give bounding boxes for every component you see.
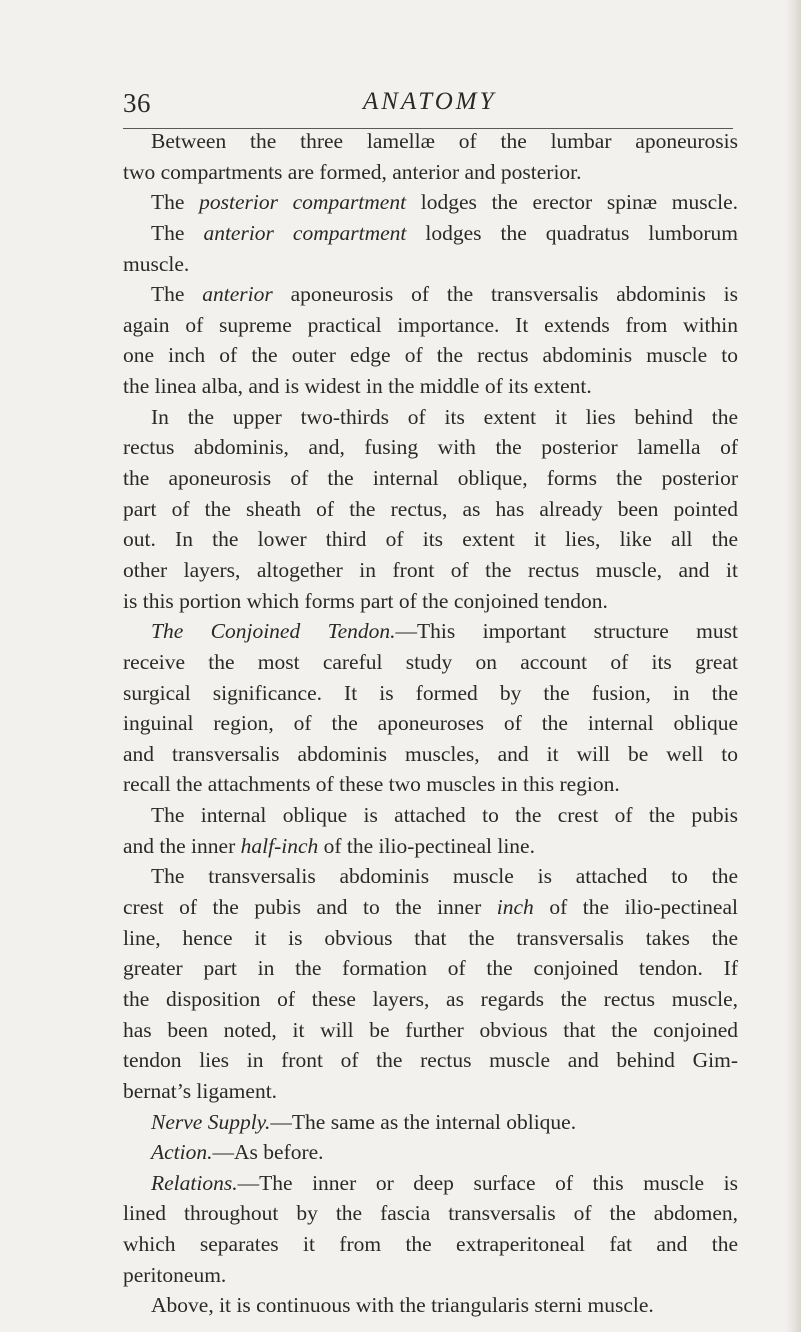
page-edge-shadow	[785, 0, 801, 1332]
text-line: which separates it from the extraperitoneal fat and the	[123, 1232, 738, 1257]
text-run: The	[151, 220, 204, 245]
text-line: part of the sheath of the rectus, as has already been pointed	[123, 496, 738, 521]
text-run: of the ilio-pectineal line.	[318, 833, 535, 858]
text-line	[123, 279, 738, 310]
italic-run: Action.	[151, 1140, 213, 1165]
text-run: —The same as the internal oblique.	[270, 1109, 577, 1134]
page-header	[123, 88, 733, 128]
italic-run: The Conjoined Tendon.	[151, 619, 396, 644]
page-number: 36	[123, 88, 151, 118]
italic-run: posterior compartment	[199, 190, 407, 215]
text-line: The internal oblique is attached to the crest of the pubis	[151, 803, 738, 828]
running-head: ANATOMY	[363, 88, 497, 115]
text-line: has been noted, it will be further obvious that the conjoined	[123, 1017, 738, 1042]
text-line: receive the most careful study on account of its great	[123, 649, 738, 674]
text-line: and transversalis abdominis muscles, and it will be well to	[123, 741, 738, 766]
text-line: line, hence it is obvious that the transversalis takes the	[123, 925, 738, 950]
text-line: inguinal region, of the aponeuroses of the internal oblique	[123, 711, 738, 736]
text-run: lodges the erector spinæ muscle.	[406, 190, 739, 215]
text-line	[123, 892, 738, 923]
italic-run: half-inch	[240, 833, 319, 858]
text-line: other layers, altogether in front of the rectus muscle, and it	[123, 557, 738, 582]
text-line: one inch of the outer edge of the rectus abdominis muscle to	[123, 343, 738, 368]
text-line: Above, it is continuous with the triangularis sterni muscle.	[151, 1293, 654, 1318]
text-line: peritoneum.	[123, 1262, 227, 1287]
text-line: Between the three lamellæ of the lumbar aponeurosis	[151, 129, 738, 153]
text-line: the linea alba, and is widest in the middle of its extent.	[123, 374, 592, 399]
text-line: recall the attachments of these two muscles in this region.	[123, 772, 620, 797]
text-run: The	[151, 190, 200, 215]
text-line: tendon lies in front of the rectus muscle and behind Gim-	[123, 1048, 738, 1073]
text-run: —As before.	[212, 1140, 324, 1165]
text-line	[123, 1168, 738, 1199]
text-line: bernat’s ligament.	[123, 1078, 278, 1103]
text-line: The transversalis abdominis muscle is attached to the	[151, 864, 738, 889]
text-run: —The inner or deep surface of this muscle is	[237, 1170, 738, 1195]
text-run: lodges the quadratus lumborum	[406, 220, 738, 245]
italic-run: Relations.	[151, 1170, 238, 1195]
text-line: again of supreme practical importance. It extends from within	[123, 312, 738, 337]
text-line	[123, 831, 738, 862]
text-line	[123, 187, 738, 218]
text-run: aponeurosis of the transversalis abdominis is	[272, 282, 738, 307]
italic-run: anterior	[202, 282, 273, 307]
text-line: out. In the lower third of its extent it lies, like all the	[123, 527, 738, 552]
text-line: rectus abdominis, and, fusing with the posterior lamella of	[123, 435, 738, 460]
text-line	[123, 616, 738, 647]
text-run: of the ilio-pectineal	[533, 895, 738, 920]
text-run: —This important structure must	[395, 619, 738, 644]
text-run: and the inner	[123, 833, 241, 858]
text-line: In the upper two-thirds of its extent it lies behind the	[151, 404, 738, 429]
italic-run: anterior compartment	[203, 220, 407, 245]
italic-run: inch	[496, 895, 534, 920]
text-line: surgical significance. It is formed by the fusion, in the	[123, 680, 738, 705]
text-line: the disposition of these layers, as regards the rectus muscle,	[123, 986, 738, 1011]
italic-run: Nerve Supply.	[151, 1109, 271, 1134]
text-line	[123, 1137, 738, 1168]
text-line: lined throughout by the fascia transversalis of the abdomen,	[123, 1201, 738, 1226]
text-line	[123, 1107, 738, 1138]
text-run: The	[151, 282, 203, 307]
text-run: crest of the pubis and to the inner	[123, 895, 497, 920]
text-line: greater part in the formation of the conjoined tendon. If	[123, 956, 738, 981]
text-line: two compartments are formed, anterior and posterior.	[123, 159, 582, 184]
body-text	[123, 126, 738, 1321]
text-line: muscle.	[123, 251, 190, 276]
text-line	[123, 218, 738, 249]
text-line: is this portion which forms part of the conjoined tendon.	[123, 588, 608, 613]
text-line: the aponeurosis of the internal oblique, forms the posterior	[123, 466, 738, 491]
